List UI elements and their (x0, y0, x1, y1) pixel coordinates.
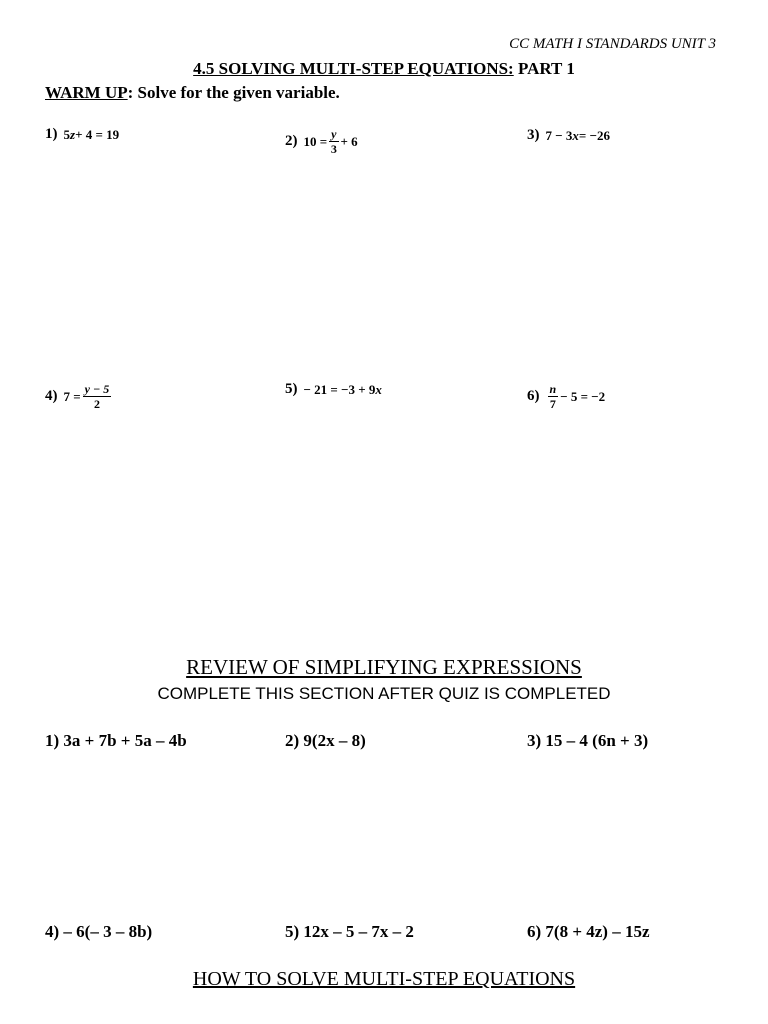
fraction (329, 128, 338, 155)
eq-rest: = −26 (578, 127, 610, 143)
eq-variable: x (375, 381, 382, 397)
eq-variable: z (70, 126, 76, 142)
eq-lhs: − 21 = −3 + 9 (303, 381, 376, 397)
eq-lhs: 5 (63, 126, 70, 142)
fraction (83, 383, 112, 410)
warmup-problem-1 (45, 126, 119, 143)
problem-number: 2) (285, 133, 298, 149)
equation (546, 128, 611, 144)
review-subtitle: COMPLETE THIS SECTION AFTER QUIZ IS COMPLETED (157, 684, 611, 703)
eq-lhs: 7 = (63, 388, 81, 404)
review-problem-4: 4) – 6(– 3 – 8b) (45, 922, 153, 941)
problem-number: 6) (527, 388, 540, 404)
warmup-problem-4 (45, 383, 113, 410)
eq-lhs: 10 = (303, 133, 328, 149)
warmup-instruction (45, 83, 340, 103)
howto-title: HOW TO SOLVE MULTI-STEP EQUATIONS (192, 968, 576, 990)
eq-lhs: 7 − 3 (545, 127, 573, 143)
review-problem-5: 5) 12x – 5 – 7x – 2 (285, 922, 414, 941)
warmup-problem-6 (527, 383, 605, 410)
numerator: y (331, 127, 337, 141)
review-problem-6: 6) 7(8 + 4z) – 15z (527, 922, 650, 941)
equation (304, 382, 382, 398)
problem-number: 5) (285, 381, 298, 397)
review-title: REVIEW OF SIMPLIFYING EXPRESSIONS (186, 655, 582, 679)
warmup-problem-3 (527, 127, 610, 144)
page-title (0, 59, 768, 79)
review-problem-2: 2) 9(2x – 8) (285, 731, 366, 750)
eq-rest: + 6 (340, 133, 358, 149)
equation (304, 128, 358, 155)
review-problem-1: 1) 3a + 7b + 5a – 4b (45, 731, 187, 750)
review-problem-3: 3) 15 – 4 (6n + 3) (527, 731, 649, 750)
denominator: 7 (549, 397, 556, 411)
equation (64, 127, 120, 143)
problem-number: 3) (527, 127, 540, 143)
numerator: n (549, 382, 557, 396)
title-main: 4.5 SOLVING MULTI-STEP EQUATIONS: (193, 59, 514, 78)
eq-rest: − 5 = −2 (560, 388, 606, 404)
eq-variable: x (572, 127, 579, 143)
warmup-text: : Solve for the given variable. (127, 83, 340, 102)
title-part: PART 1 (513, 59, 575, 78)
problem-number: 1) (45, 126, 58, 142)
denominator: 3 (330, 142, 337, 156)
denominator: 2 (93, 397, 100, 411)
unit-header: CC MATH I STANDARDS UNIT 3 (509, 36, 716, 52)
warmup-label: WARM UP (45, 83, 128, 102)
numerator: y − 5 (84, 382, 110, 396)
problem-number: 4) (45, 388, 58, 404)
eq-rest: + 4 = 19 (75, 126, 120, 142)
equation (546, 383, 606, 410)
fraction (548, 383, 559, 410)
equation (64, 383, 114, 410)
warmup-problem-5 (285, 381, 382, 398)
warmup-problem-2 (285, 128, 358, 155)
